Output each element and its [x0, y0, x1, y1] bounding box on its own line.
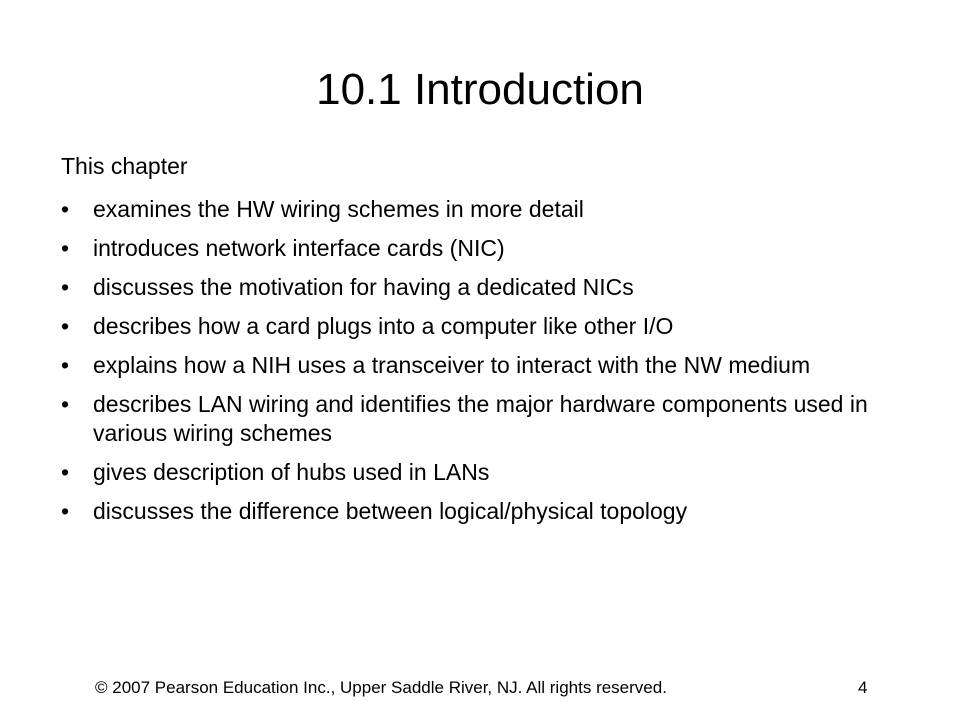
bullet-item: [61, 234, 881, 263]
bullet-item: [61, 351, 881, 380]
bullet-marker: •: [61, 235, 70, 261]
bullet-item: [61, 497, 881, 526]
bullet-marker: •: [61, 274, 70, 300]
bullet-text: introduces network interface cards (NIC): [93, 235, 505, 261]
slide-title: 10.1 Introduction: [316, 65, 644, 114]
bullet-text: gives description of hubs used in LANs: [93, 459, 490, 485]
bullet-text: describes LAN wiring and identifies the major hardware components used in various wiring schemes: [93, 391, 868, 446]
bullet-text: examines the HW wiring schemes in more detail: [93, 196, 584, 222]
bullet-marker: •: [61, 352, 70, 378]
bullet-marker: •: [61, 498, 70, 524]
bullet-marker: •: [61, 391, 70, 417]
bullet-item: [61, 312, 881, 341]
bullet-item: [61, 390, 881, 448]
bullet-text: explains how a NIH uses a transceiver to interact with the NW medium: [93, 352, 811, 378]
bullet-item: [61, 195, 881, 224]
footer-copyright: © 2007 Pearson Education Inc., Upper Saddle River, NJ. All rights reserved.: [95, 678, 667, 697]
bullet-text: discusses the motivation for having a dedicated NICs: [93, 274, 634, 300]
bullet-marker: •: [61, 196, 70, 222]
bullet-item: [61, 458, 881, 487]
bullet-marker: •: [61, 459, 70, 485]
bullet-text: describes how a card plugs into a computer like other I/O: [93, 313, 674, 339]
bullet-list: [61, 195, 881, 536]
bullet-text: discusses the difference between logical/physical topology: [93, 498, 688, 524]
bullet-marker: •: [61, 313, 70, 339]
intro-text: This chapter: [61, 153, 188, 179]
bullet-item: [61, 273, 881, 302]
page-number: 4: [858, 678, 868, 697]
